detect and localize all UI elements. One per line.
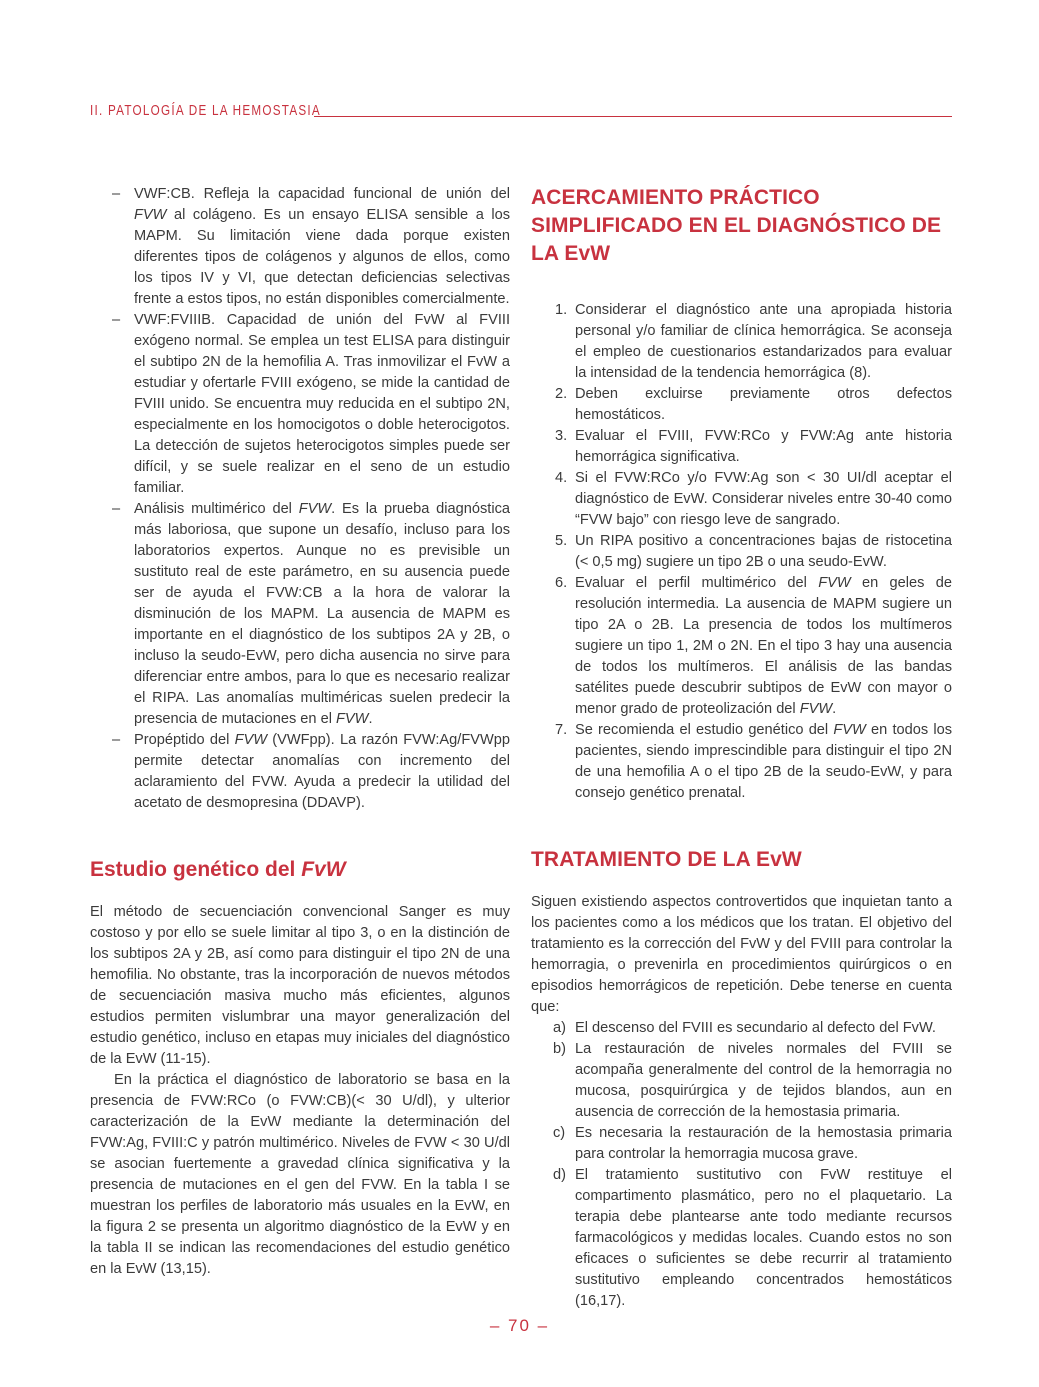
item-text: Si el FVW:RCo y/o FVW:Ag son < 30 UI/dl aceptar el diagnóstico de EvW. Considerar niveles entre 30-40 como “FVW bajo” con riesgo leve de sangrado. xyxy=(575,470,952,528)
list-item xyxy=(90,499,510,730)
item-text: VWF:CB. Refleja la capacidad funcional de unión del xyxy=(134,186,510,202)
treatment-considerations-list xyxy=(531,1018,952,1312)
list-item xyxy=(531,531,952,573)
section-title: II. PATOLOGÍA DE LA HEMOSTASIA xyxy=(90,102,321,119)
item-text: Se recomienda el estudio genético del xyxy=(575,722,834,738)
list-item xyxy=(531,1123,952,1165)
item-text: Es necesaria la restauración de la hemostasia primaria para controlar la hemorragia mucosa grave. xyxy=(575,1125,952,1162)
right-column xyxy=(531,184,952,1312)
list-item xyxy=(531,300,952,384)
item-text: Evaluar el FVIII, FVW:RCo y FVW:Ag ante historia hemorrágica significativa. xyxy=(575,428,952,465)
item-text: VWF:FVIIIB. Capacidad de unión del FvW al FVIII exógeno normal. Se emplea un test ELISA para distinguir el subtipo 2N de la hemofilia A. Tras inmovilizar el FvW a estudiar y ofertarle FVIII exógeno, se mide la cantidad de FVIII unido. Se encuentra muy reducida en el subtipo 2N, especialmente en los homocigotos o doble heterocigotos. La detección de sujetos heterocigotos simples puede ser difícil, y se suele realizar en el seno de un estudio familiar. xyxy=(134,312,510,496)
italic-term: FVW xyxy=(818,575,851,591)
genetic-study-heading: Estudio genético del FvW xyxy=(90,858,346,881)
list-marker: 3. xyxy=(555,428,568,444)
page-number: – 70 – xyxy=(489,1316,550,1335)
list-marker: – xyxy=(112,312,121,328)
diagnosis-steps-list xyxy=(531,300,952,804)
running-header xyxy=(90,96,952,122)
list-marker: a) xyxy=(553,1020,566,1036)
list-marker: – xyxy=(112,186,121,202)
lab-tests-list xyxy=(90,184,510,814)
list-marker: 5. xyxy=(555,533,568,549)
item-text: . Es la prueba diagnóstica más laboriosa, que supone un desafío, incluso para los laboratorios expertos. Aunque no es previsible un sustituto real de este parámetro, en su ausencia puede ser de ayuda el FVW:CB a la hora de valorar la disminución de los MAPM. La ausencia de MAPM es importante en el diagnóstico de los subtipos 2A y 2B, o incluso la seudo-EvW, pero dicha ausencia no sirve para diferenciar entre ambos, para lo que es necesario realizar el RIPA. Las anomalías multiméricas suelen predecir la presencia de mutaciones en el xyxy=(134,501,511,727)
list-marker: 1. xyxy=(555,302,568,318)
genetic-paragraph-1: El método de secuenciación convencional Sanger es muy costoso y por ello se suele limitar al tipo 3, o en la distinción de los subtipos 2A y 2B, así como para distinguir el tipo 2N de una hemofilia. No obstante, tras la incorporación de nuevos métodos de secuenciación masiva mucho más eficientes, algunos estudios permiten vislumbrar una mayor generalización del estudio genético, incluso en etapas muy iniciales del diagnóstico de la EvW (11-15). xyxy=(90,904,510,1067)
list-marker: – xyxy=(112,501,121,517)
item-text: al colágeno. Es un ensayo ELISA sensible a los MAPM. Su limitación viene dada porque existen diferentes tipos de colágenos y algunos de ellos, como los tipos IV y VI, que detectan deficiencias selectivas frente a estos tipos, no están disponibles comercialmente. xyxy=(134,207,510,307)
list-marker: c) xyxy=(553,1125,566,1141)
header-rule xyxy=(314,116,952,117)
item-text: Análisis multimérico del xyxy=(134,501,299,517)
list-item xyxy=(90,310,510,499)
list-marker: b) xyxy=(553,1041,566,1057)
italic-term: FVW xyxy=(833,722,866,738)
list-marker: 2. xyxy=(555,386,568,402)
genetic-paragraph-2: En la práctica el diagnóstico de laboratorio se basa en la presencia de FVW:RCo (o FVW:CB)(< 30 U/dl), y ulterior caracterización de la EvW mediante la determinación del FVW:Ag, FVIII:C y patrón multimérico. Niveles de FVW < 30 U/dl se asocian fuertemente a gravedad clínica significativa y la presencia de mutaciones en el gen del FVW. En la tabla I se muestran los perfiles de laboratorio más usuales en la EvW, en la figura 2 se presenta un algoritmo diagnóstico de la EvW y en la tabla II se indican las recomendaciones del estudio genético en la EvW (13,15). xyxy=(90,1072,510,1277)
item-text: El tratamiento sustitutivo con FvW restituye el compartimento plasmático, pero no el plaquetario. La terapia debe plantearse ante todo mediante recursos farmacológicos y medidas locales. Cuando estos no son eficaces o suficientes se debe recurrir al tratamiento sustitutivo empleando concentrados hemostáticos (16,17). xyxy=(575,1167,952,1309)
item-text: El descenso del FVIII es secundario al defecto del FvW. xyxy=(575,1020,936,1036)
list-item xyxy=(531,573,952,720)
list-item xyxy=(531,1039,952,1123)
item-text: Evaluar el perfil multimérico del xyxy=(575,575,819,591)
list-item xyxy=(531,1018,952,1039)
list-marker: – xyxy=(112,732,121,748)
item-text: Deben excluirse previamente otros defectos hemostáticos. xyxy=(575,386,952,423)
item-text: en geles de resolución intermedia. La ausencia de MAPM sugiere un tipo 2A o 2B. La presencia de todos los multímeros sugiere un tipo 1, 2M o 2N. En el tipo 3 hay una ausencia de todos los multímeros. El análisis de las bandas satélites puede descubrir subtipos de EvW con mayor o menor grado de proteolización del xyxy=(575,575,952,717)
italic-term: FVW xyxy=(234,732,268,748)
list-marker: 4. xyxy=(555,470,568,486)
list-item xyxy=(90,184,510,310)
italic-term: FVW xyxy=(134,207,167,223)
treatment-intro: Siguen existiendo aspectos controvertidos que inquietan tanto a los pacientes como a los médicos que los tratan. El objetivo del tratamiento es la corrección del FvW y del FVIII para controlar la hemorragia, o prevenirla en procedimientos quirúrgicos o en episodios hemorrágicos de repetición. Debe tenerse en cuenta que: xyxy=(531,894,952,1015)
item-text: . xyxy=(832,701,837,717)
list-item xyxy=(531,384,952,426)
list-item xyxy=(531,468,952,531)
italic-term: FVW xyxy=(799,701,833,717)
left-column xyxy=(90,184,510,1280)
list-marker: 7. xyxy=(555,722,568,738)
treatment-heading: TRATAMIENTO DE LA EvW xyxy=(531,848,802,871)
item-text: Propéptido del xyxy=(134,732,235,748)
list-marker: 6. xyxy=(555,575,568,591)
item-text: (VWFpp). La razón FVW:Ag/FVWpp permite detectar anomalías con incremento del aclaramiento del FVW. Ayuda a predecir la utilidad del acetato de desmopresina (DDAVP). xyxy=(134,732,510,811)
item-text: Un RIPA positivo a concentraciones bajas de ristocetina (< 0,5 mg) sugiere un tipo 2B o una seudo-EvW. xyxy=(575,533,952,570)
list-item xyxy=(531,426,952,468)
italic-term: FVW xyxy=(298,501,332,517)
diagnosis-heading: ACERCAMIENTO PRÁCTICO SIMPLIFICADO EN EL DIAGNÓSTICO DE LA EvW xyxy=(531,186,942,265)
list-marker: d) xyxy=(553,1167,566,1183)
item-text: en todos los pacientes, siendo imprescindible para distinguir el tipo 2N de una hemofilia A o el tipo 2B de la seudo-EvW, y para consejo genético prenatal. xyxy=(575,722,952,801)
list-item xyxy=(531,1165,952,1312)
list-item xyxy=(90,730,510,814)
item-text: . xyxy=(368,711,373,727)
italic-term: FVW xyxy=(336,711,369,727)
list-item xyxy=(531,720,952,804)
item-text: La restauración de niveles normales del FVIII se acompaña generalmente del control de la hemorragia no mucosa, posquirúrgica y de tejidos blandos, aun en ausencia de corrección de la hemostasia primaria. xyxy=(575,1041,952,1120)
item-text: Considerar el diagnóstico ante una apropiada historia personal y/o familiar de clínica hemorrágica. Se aconseja el empleo de cuestionarios estandarizados para evaluar la intensidad de la tendencia hemorrágica (8). xyxy=(575,302,952,381)
